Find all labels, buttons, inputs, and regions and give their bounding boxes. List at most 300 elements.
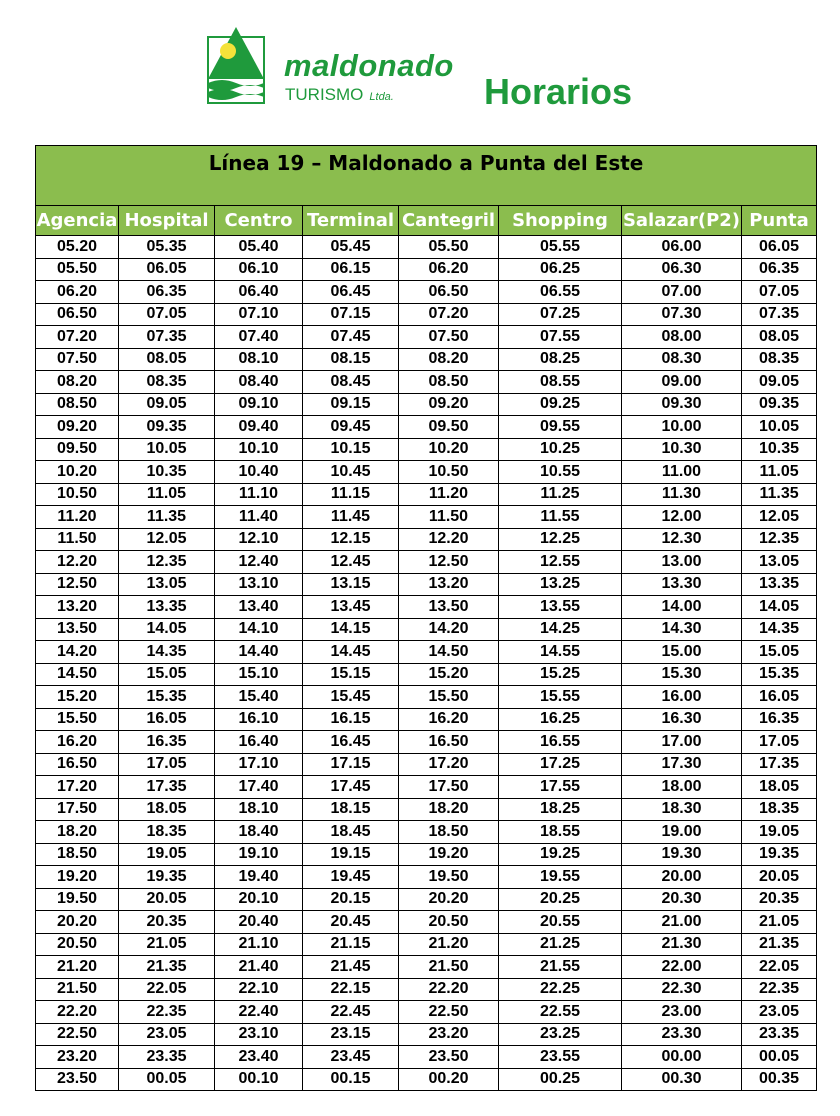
time-cell: 22.50 (36, 1023, 119, 1046)
time-cell: 15.10 (215, 663, 303, 686)
time-cell: 20.35 (119, 911, 215, 934)
time-cell: 07.55 (499, 326, 622, 349)
time-cell: 16.35 (742, 708, 817, 731)
time-cell: 17.10 (215, 753, 303, 776)
time-cell: 15.15 (303, 663, 399, 686)
time-cell: 13.50 (36, 618, 119, 641)
time-cell: 18.50 (36, 843, 119, 866)
time-cell: 21.15 (303, 933, 399, 956)
time-cell: 22.20 (399, 978, 499, 1001)
time-cell: 17.40 (215, 776, 303, 799)
time-cell: 08.20 (36, 371, 119, 394)
time-cell: 06.35 (119, 281, 215, 304)
time-cell: 19.50 (399, 866, 499, 889)
time-cell: 20.40 (215, 911, 303, 934)
time-cell: 23.15 (303, 1023, 399, 1046)
time-cell: 20.25 (499, 888, 622, 911)
time-cell: 14.05 (119, 618, 215, 641)
time-cell: 14.40 (215, 641, 303, 664)
time-cell: 09.55 (499, 416, 622, 439)
time-cell: 20.30 (622, 888, 742, 911)
time-cell: 22.15 (303, 978, 399, 1001)
time-cell: 20.15 (303, 888, 399, 911)
time-cell: 16.05 (742, 686, 817, 709)
time-cell: 19.20 (399, 843, 499, 866)
time-cell: 14.20 (399, 618, 499, 641)
time-cell: 21.20 (399, 933, 499, 956)
column-header: Terminal (303, 206, 399, 236)
time-cell: 10.40 (215, 461, 303, 484)
time-cell: 21.50 (36, 978, 119, 1001)
table-row (36, 888, 817, 911)
time-cell: 09.20 (36, 416, 119, 439)
time-cell: 09.05 (742, 371, 817, 394)
time-cell: 09.20 (399, 393, 499, 416)
time-cell: 06.50 (399, 281, 499, 304)
time-cell: 14.45 (303, 641, 399, 664)
time-cell: 23.45 (303, 1046, 399, 1069)
time-cell: 11.10 (215, 483, 303, 506)
table-row (36, 551, 817, 574)
time-cell: 19.45 (303, 866, 399, 889)
time-cell: 20.05 (742, 866, 817, 889)
table-row (36, 236, 817, 259)
table-row (36, 618, 817, 641)
table-row (36, 438, 817, 461)
brand-name: maldonado (284, 48, 454, 83)
time-cell: 21.30 (622, 933, 742, 956)
table-row (36, 1023, 817, 1046)
time-cell: 11.00 (622, 461, 742, 484)
time-cell: 07.20 (399, 303, 499, 326)
time-cell: 00.00 (622, 1046, 742, 1069)
time-cell: 18.50 (399, 821, 499, 844)
table-row (36, 686, 817, 709)
table-row (36, 416, 817, 439)
time-cell: 23.20 (399, 1023, 499, 1046)
time-cell: 10.45 (303, 461, 399, 484)
time-cell: 22.35 (742, 978, 817, 1001)
column-header: Hospital (119, 206, 215, 236)
time-cell: 16.05 (119, 708, 215, 731)
time-cell: 09.35 (742, 393, 817, 416)
time-cell: 21.40 (215, 956, 303, 979)
time-cell: 17.35 (119, 776, 215, 799)
time-cell: 07.35 (119, 326, 215, 349)
time-cell: 20.50 (36, 933, 119, 956)
time-cell: 21.35 (742, 933, 817, 956)
table-row (36, 1001, 817, 1024)
time-cell: 12.05 (742, 506, 817, 529)
time-cell: 07.05 (119, 303, 215, 326)
time-cell: 09.25 (499, 393, 622, 416)
time-cell: 06.05 (119, 258, 215, 281)
time-cell: 13.05 (119, 573, 215, 596)
brand-ltda: Ltda. (369, 91, 394, 103)
time-cell: 05.50 (399, 236, 499, 259)
time-cell: 18.25 (499, 798, 622, 821)
time-cell: 18.55 (499, 821, 622, 844)
time-cell: 20.35 (742, 888, 817, 911)
time-cell: 09.05 (119, 393, 215, 416)
time-cell: 14.15 (303, 618, 399, 641)
time-cell: 18.20 (36, 821, 119, 844)
time-cell: 21.00 (622, 911, 742, 934)
time-cell: 09.10 (215, 393, 303, 416)
time-cell: 07.15 (303, 303, 399, 326)
time-cell: 06.05 (742, 236, 817, 259)
time-cell: 20.20 (399, 888, 499, 911)
time-cell: 16.15 (303, 708, 399, 731)
time-cell: 07.40 (215, 326, 303, 349)
column-header: Cantegril (399, 206, 499, 236)
time-cell: 22.10 (215, 978, 303, 1001)
time-cell: 15.50 (399, 686, 499, 709)
time-cell: 10.35 (742, 438, 817, 461)
time-cell: 15.45 (303, 686, 399, 709)
time-cell: 08.05 (742, 326, 817, 349)
table-row (36, 866, 817, 889)
time-cell: 11.15 (303, 483, 399, 506)
time-cell: 10.15 (303, 438, 399, 461)
time-cell: 11.55 (499, 506, 622, 529)
time-cell: 11.35 (742, 483, 817, 506)
time-cell: 12.20 (36, 551, 119, 574)
maldonado-logo-icon (207, 27, 265, 104)
time-cell: 23.10 (215, 1023, 303, 1046)
time-cell: 10.50 (36, 483, 119, 506)
time-cell: 16.40 (215, 731, 303, 754)
time-cell: 12.00 (622, 506, 742, 529)
time-cell: 19.40 (215, 866, 303, 889)
time-cell: 08.35 (119, 371, 215, 394)
time-cell: 00.35 (742, 1068, 817, 1091)
time-cell: 10.30 (622, 438, 742, 461)
time-cell: 13.30 (622, 573, 742, 596)
time-cell: 13.00 (622, 551, 742, 574)
time-cell: 19.35 (119, 866, 215, 889)
time-cell: 11.05 (119, 483, 215, 506)
time-cell: 19.05 (742, 821, 817, 844)
time-cell: 13.35 (119, 596, 215, 619)
table-row (36, 798, 817, 821)
time-cell: 10.10 (215, 438, 303, 461)
time-cell: 09.30 (622, 393, 742, 416)
time-cell: 17.15 (303, 753, 399, 776)
time-cell: 10.50 (399, 461, 499, 484)
time-cell: 13.35 (742, 573, 817, 596)
time-cell: 14.05 (742, 596, 817, 619)
time-cell: 21.05 (119, 933, 215, 956)
time-cell: 17.50 (36, 798, 119, 821)
time-cell: 13.45 (303, 596, 399, 619)
time-cell: 19.25 (499, 843, 622, 866)
time-cell: 12.05 (119, 528, 215, 551)
time-cell: 18.40 (215, 821, 303, 844)
time-cell: 19.35 (742, 843, 817, 866)
time-cell: 22.50 (399, 1001, 499, 1024)
table-row (36, 663, 817, 686)
time-cell: 22.25 (499, 978, 622, 1001)
table-row (36, 1068, 817, 1091)
time-cell: 08.40 (215, 371, 303, 394)
time-cell: 18.35 (119, 821, 215, 844)
time-cell: 23.05 (742, 1001, 817, 1024)
time-cell: 12.50 (399, 551, 499, 574)
time-cell: 19.20 (36, 866, 119, 889)
time-cell: 12.15 (303, 528, 399, 551)
table-row (36, 348, 817, 371)
time-cell: 14.20 (36, 641, 119, 664)
time-cell: 08.50 (399, 371, 499, 394)
table-row (36, 843, 817, 866)
table-row (36, 528, 817, 551)
time-cell: 06.25 (499, 258, 622, 281)
time-cell: 16.20 (36, 731, 119, 754)
time-cell: 11.25 (499, 483, 622, 506)
table-row (36, 596, 817, 619)
time-cell: 14.00 (622, 596, 742, 619)
time-cell: 08.25 (499, 348, 622, 371)
time-cell: 21.50 (399, 956, 499, 979)
time-cell: 19.10 (215, 843, 303, 866)
time-cell: 09.50 (36, 438, 119, 461)
time-cell: 06.45 (303, 281, 399, 304)
time-cell: 10.35 (119, 461, 215, 484)
time-cell: 20.45 (303, 911, 399, 934)
time-cell: 21.45 (303, 956, 399, 979)
time-cell: 23.05 (119, 1023, 215, 1046)
time-cell: 16.45 (303, 731, 399, 754)
time-cell: 13.10 (215, 573, 303, 596)
time-cell: 06.10 (215, 258, 303, 281)
time-cell: 05.40 (215, 236, 303, 259)
time-cell: 09.15 (303, 393, 399, 416)
time-cell: 08.00 (622, 326, 742, 349)
time-cell: 23.40 (215, 1046, 303, 1069)
time-cell: 07.45 (303, 326, 399, 349)
schedule-table-container (35, 145, 816, 1091)
time-cell: 07.35 (742, 303, 817, 326)
time-cell: 17.35 (742, 753, 817, 776)
time-cell: 16.10 (215, 708, 303, 731)
table-title: Línea 19 – Maldonado a Punta del Este (36, 146, 817, 206)
table-row (36, 956, 817, 979)
time-cell: 06.20 (36, 281, 119, 304)
time-cell: 17.55 (499, 776, 622, 799)
table-row (36, 371, 817, 394)
time-cell: 18.10 (215, 798, 303, 821)
time-cell: 07.50 (36, 348, 119, 371)
time-cell: 15.50 (36, 708, 119, 731)
time-cell: 22.45 (303, 1001, 399, 1024)
time-cell: 14.35 (742, 618, 817, 641)
time-cell: 19.00 (622, 821, 742, 844)
time-cell: 11.05 (742, 461, 817, 484)
time-cell: 00.15 (303, 1068, 399, 1091)
time-cell: 15.55 (499, 686, 622, 709)
time-cell: 18.45 (303, 821, 399, 844)
time-cell: 20.55 (499, 911, 622, 934)
time-cell: 22.00 (622, 956, 742, 979)
time-cell: 10.05 (119, 438, 215, 461)
time-cell: 08.10 (215, 348, 303, 371)
time-cell: 20.10 (215, 888, 303, 911)
time-cell: 13.55 (499, 596, 622, 619)
time-cell: 11.30 (622, 483, 742, 506)
time-cell: 12.35 (742, 528, 817, 551)
time-cell: 19.30 (622, 843, 742, 866)
time-cell: 08.55 (499, 371, 622, 394)
time-cell: 11.20 (36, 506, 119, 529)
time-cell: 19.05 (119, 843, 215, 866)
time-cell: 00.25 (499, 1068, 622, 1091)
time-cell: 16.55 (499, 731, 622, 754)
table-row (36, 1046, 817, 1069)
table-row (36, 911, 817, 934)
time-cell: 05.50 (36, 258, 119, 281)
time-cell: 06.20 (399, 258, 499, 281)
table-row (36, 731, 817, 754)
time-cell: 14.55 (499, 641, 622, 664)
time-cell: 19.15 (303, 843, 399, 866)
time-cell: 18.20 (399, 798, 499, 821)
time-cell: 17.05 (742, 731, 817, 754)
time-cell: 15.35 (742, 663, 817, 686)
table-row (36, 753, 817, 776)
time-cell: 14.50 (36, 663, 119, 686)
table-row (36, 641, 817, 664)
time-cell: 08.45 (303, 371, 399, 394)
table-row (36, 933, 817, 956)
time-cell: 15.05 (742, 641, 817, 664)
time-cell: 22.05 (742, 956, 817, 979)
time-cell: 13.15 (303, 573, 399, 596)
table-row (36, 281, 817, 304)
time-cell: 12.55 (499, 551, 622, 574)
time-cell: 11.50 (36, 528, 119, 551)
time-cell: 07.05 (742, 281, 817, 304)
time-cell: 16.50 (399, 731, 499, 754)
table-row (36, 393, 817, 416)
time-cell: 16.20 (399, 708, 499, 731)
column-header: Punta (742, 206, 817, 236)
page-title: Horarios (484, 71, 633, 112)
time-cell: 20.00 (622, 866, 742, 889)
time-cell: 22.30 (622, 978, 742, 1001)
time-cell: 11.50 (399, 506, 499, 529)
time-cell: 14.10 (215, 618, 303, 641)
time-cell: 22.05 (119, 978, 215, 1001)
time-cell: 05.55 (499, 236, 622, 259)
time-cell: 15.35 (119, 686, 215, 709)
time-cell: 10.20 (36, 461, 119, 484)
time-cell: 13.05 (742, 551, 817, 574)
time-cell: 05.45 (303, 236, 399, 259)
time-cell: 21.55 (499, 956, 622, 979)
time-cell: 14.50 (399, 641, 499, 664)
time-cell: 20.05 (119, 888, 215, 911)
time-cell: 16.00 (622, 686, 742, 709)
time-cell: 23.35 (119, 1046, 215, 1069)
time-cell: 07.10 (215, 303, 303, 326)
time-cell: 10.25 (499, 438, 622, 461)
time-cell: 08.30 (622, 348, 742, 371)
time-cell: 09.50 (399, 416, 499, 439)
time-cell: 00.10 (215, 1068, 303, 1091)
time-cell: 00.05 (119, 1068, 215, 1091)
time-cell: 17.20 (36, 776, 119, 799)
time-cell: 08.20 (399, 348, 499, 371)
time-cell: 10.00 (622, 416, 742, 439)
time-cell: 22.40 (215, 1001, 303, 1024)
time-cell: 12.30 (622, 528, 742, 551)
table-row (36, 326, 817, 349)
time-cell: 22.55 (499, 1001, 622, 1024)
time-cell: 06.40 (215, 281, 303, 304)
time-cell: 19.55 (499, 866, 622, 889)
time-cell: 15.05 (119, 663, 215, 686)
time-cell: 21.25 (499, 933, 622, 956)
time-cell: 09.35 (119, 416, 215, 439)
time-cell: 15.20 (399, 663, 499, 686)
time-cell: 21.35 (119, 956, 215, 979)
time-cell: 13.20 (399, 573, 499, 596)
time-cell: 13.20 (36, 596, 119, 619)
time-cell: 08.05 (119, 348, 215, 371)
time-cell: 14.30 (622, 618, 742, 641)
time-cell: 10.20 (399, 438, 499, 461)
column-header: Shopping (499, 206, 622, 236)
time-cell: 23.35 (742, 1023, 817, 1046)
time-cell: 10.05 (742, 416, 817, 439)
time-cell: 06.15 (303, 258, 399, 281)
time-cell: 14.25 (499, 618, 622, 641)
column-header: Agencia (36, 206, 119, 236)
time-cell: 23.55 (499, 1046, 622, 1069)
time-cell: 00.20 (399, 1068, 499, 1091)
column-header: Centro (215, 206, 303, 236)
time-cell: 12.45 (303, 551, 399, 574)
table-row (36, 776, 817, 799)
time-cell: 17.25 (499, 753, 622, 776)
time-cell: 23.00 (622, 1001, 742, 1024)
time-cell: 11.45 (303, 506, 399, 529)
time-cell: 19.50 (36, 888, 119, 911)
table-row (36, 483, 817, 506)
time-cell: 18.00 (622, 776, 742, 799)
time-cell: 06.30 (622, 258, 742, 281)
column-header-row (36, 206, 817, 236)
time-cell: 12.40 (215, 551, 303, 574)
brand-subtitle (285, 86, 394, 106)
time-cell: 17.30 (622, 753, 742, 776)
time-cell: 23.50 (399, 1046, 499, 1069)
time-cell: 16.30 (622, 708, 742, 731)
time-cell: 18.05 (119, 798, 215, 821)
time-cell: 17.20 (399, 753, 499, 776)
time-cell: 15.20 (36, 686, 119, 709)
time-cell: 05.20 (36, 236, 119, 259)
time-cell: 12.10 (215, 528, 303, 551)
time-cell: 20.50 (399, 911, 499, 934)
time-cell: 08.15 (303, 348, 399, 371)
time-cell: 14.35 (119, 641, 215, 664)
table-row (36, 573, 817, 596)
time-cell: 21.10 (215, 933, 303, 956)
table-row (36, 258, 817, 281)
time-cell: 11.20 (399, 483, 499, 506)
